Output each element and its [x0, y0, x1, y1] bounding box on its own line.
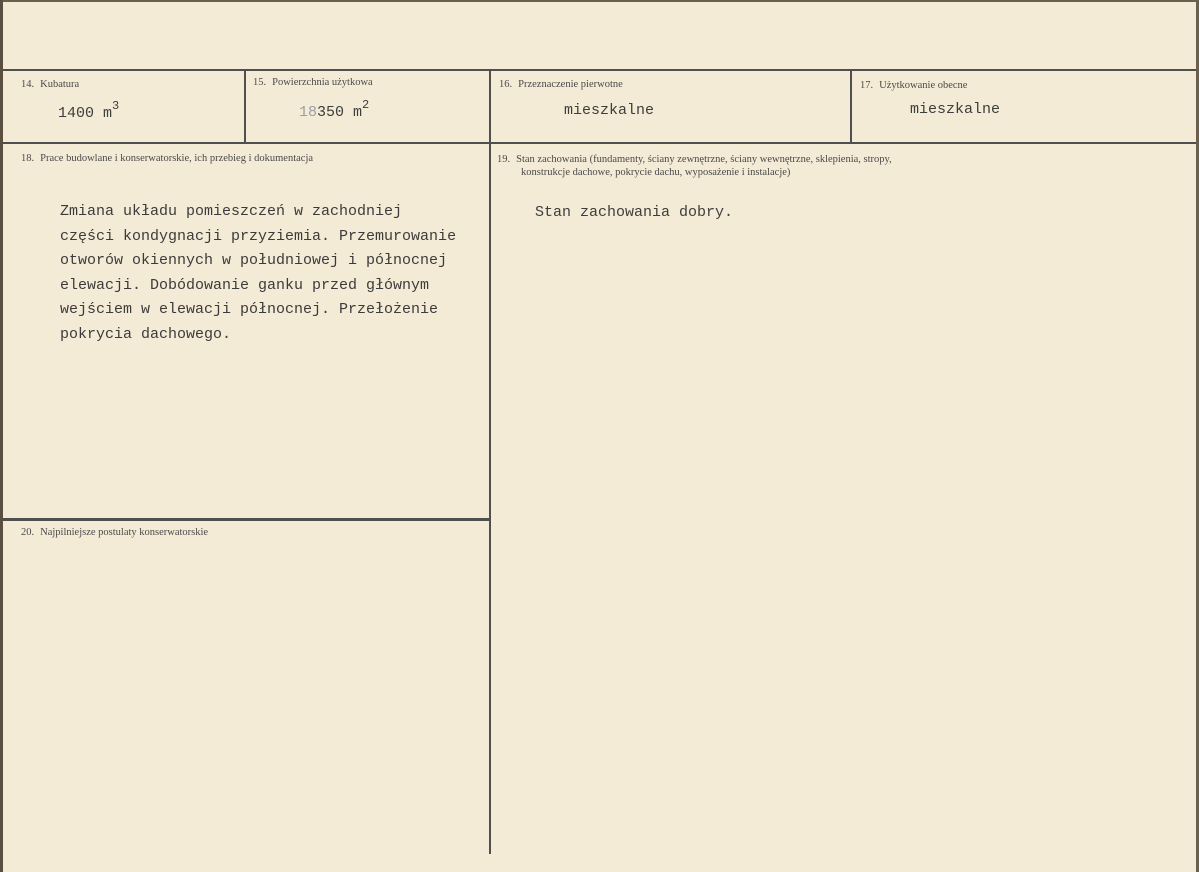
rule-v-main	[489, 70, 491, 854]
field-20-label: 20. Najpilniejsze postulaty konserwatorskie	[21, 527, 209, 538]
field-18-line: pokrycia dachowego.	[60, 325, 232, 343]
rule-v-16-17	[850, 70, 852, 143]
rule-v-14-15	[244, 70, 246, 143]
field-15-label: 15. Powierzchnia użytkowa	[253, 77, 373, 88]
field-19-label-cont: konstrukcje dachowe, pokrycie dachu, wyposażenie i instalacje)	[521, 167, 791, 178]
field-18-line: Zmiana układu pomieszczeń w zachodniej	[60, 203, 403, 220]
field-16-value: mieszkalne	[564, 102, 655, 119]
field-17-value: mieszkalne	[910, 101, 1001, 118]
card-edge-top	[0, 0, 1199, 2]
rule-row3	[3, 518, 489, 521]
field-19-value: Stan zachowania dobry.	[535, 204, 734, 221]
field-14-value: 1400 $m^3$	[58, 99, 120, 122]
field-18-line: otworów okiennych w południowej i północnej	[60, 252, 448, 269]
rule-top	[3, 69, 1196, 71]
field-18-line: elewacji. Dobódowanie ganku przed głównym	[60, 276, 430, 294]
field-18-line: części kondygnacji przyziemia. Przemurowanie	[60, 227, 457, 245]
field-14-label: 14. Kubatura	[21, 79, 80, 90]
field-16-label: 16. Przeznaczenie pierwotne	[499, 79, 623, 90]
card-edge-left	[0, 0, 3, 872]
field-17-label: 17. Użytkowanie obecne	[860, 80, 968, 91]
field-18-label: 18. Prace budowlane i konserwatorskie, ich przebieg i dokumentacja	[21, 153, 314, 164]
rule-row2	[3, 142, 1196, 144]
field-15-value: 18350 $m^2$	[299, 98, 370, 121]
field-18-text	[60, 200, 456, 347]
field-19-label: 19. Stan zachowania (fundamenty, ściany zewnętrzne, ściany wewnętrzne, sklepienia, stropy,	[497, 154, 892, 165]
field-18-line: wejściem w elewacji północnej. Przełożenie	[60, 301, 439, 318]
